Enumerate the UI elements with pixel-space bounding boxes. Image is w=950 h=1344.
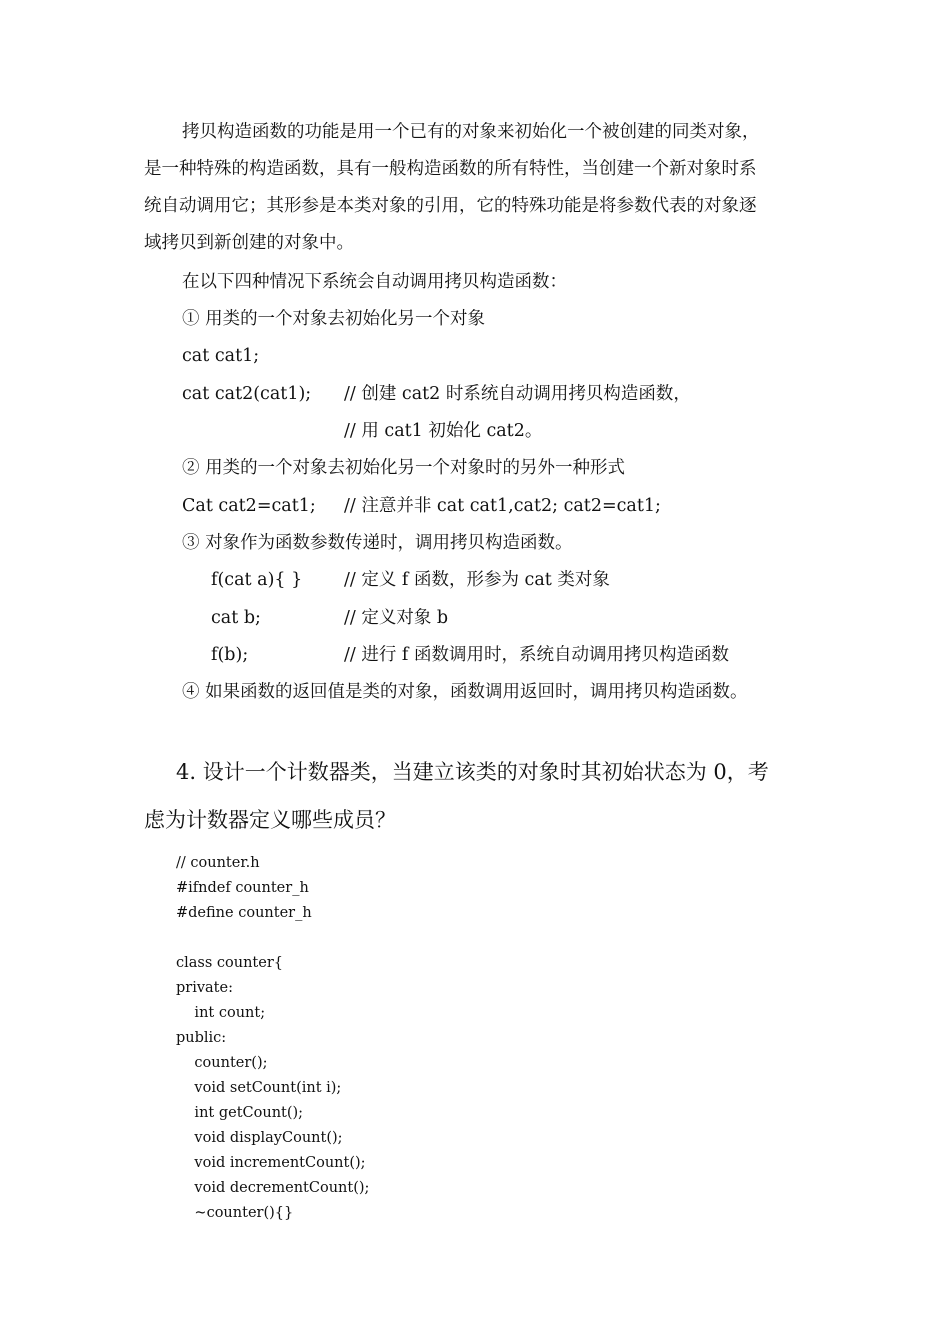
case-3-comment-3: // 进行 f 函数调用时，系统自动调用拷贝构造函数 [344,645,729,665]
code-line-14: void decrementCount(); [176,1180,370,1196]
case-3-comment-1: // 定义 f 函数，形参为 cat 类对象 [344,570,610,590]
question-line-2: 虑为计数器定义哪些成员？ [144,808,396,832]
case-1-comment-1: // 创建 cat2 时系统自动调用拷贝构造函数， [344,384,691,404]
paragraph-line-3: 统自动调用它；其形参是本类对象的引用，它的特殊功能是将参数代表的对象逐 [144,196,757,216]
case-1-comment-2: // 用 cat1 初始化 cat2。 [344,421,543,441]
case-1-title: ① 用类的一个对象去初始化另一个对象 [182,309,486,329]
code-line-5: class counter{ [176,955,283,971]
question-line-1: 4. 设计一个计数器类，当建立该类的对象时其初始状态为 0，考 [176,760,769,784]
intro-line: 在以下四种情况下系统会自动调用拷贝构造函数： [182,272,567,292]
case-3-comment-2: // 定义对象 b [344,608,449,628]
code-line-2: #ifndef counter_h [176,880,309,896]
case-1-code-2: cat cat2(cat1); [182,384,312,404]
code-line-8: public: [176,1030,227,1046]
code-line-3: #define counter_h [176,905,312,921]
case-1-code-1: cat cat1; [182,346,260,366]
code-line-10: void setCount(int i); [176,1080,342,1096]
case-2-title: ② 用类的一个对象去初始化另一个对象时的另外一种形式 [182,458,626,478]
case-3-title: ③ 对象作为函数参数传递时，调用拷贝构造函数。 [182,533,573,553]
code-line-7: int count; [176,1005,266,1021]
paragraph-line-1: 拷贝构造函数的功能是用一个已有的对象来初始化一个被创建的同类对象， [182,122,760,142]
code-line-9: counter(); [176,1055,268,1071]
case-3-code-3: f(b); [211,645,249,665]
paragraph-line-4: 域拷贝到新创建的对象中。 [144,233,354,253]
case-4-title: ④ 如果函数的返回值是类的对象，函数调用返回时，调用拷贝构造函数。 [182,682,748,702]
paragraph-line-2: 是一种特殊的构造函数，具有一般构造函数的所有特性，当创建一个新对象时系 [144,159,757,179]
case-3-code-1: f(cat a){ } [211,570,303,590]
code-line-6: private: [176,980,233,996]
case-2-code: Cat cat2=cat1; [182,496,316,516]
code-line-12: void displayCount(); [176,1130,343,1146]
case-2-comment: // 注意并非 cat cat1,cat2; cat2=cat1; [344,496,661,516]
case-3-code-2: cat b; [211,608,261,628]
code-line-13: void incrementCount(); [176,1155,366,1171]
code-line-15: ~counter(){} [176,1205,294,1221]
code-line-11: int getCount(); [176,1105,304,1121]
code-line-1: // counter.h [176,855,260,871]
